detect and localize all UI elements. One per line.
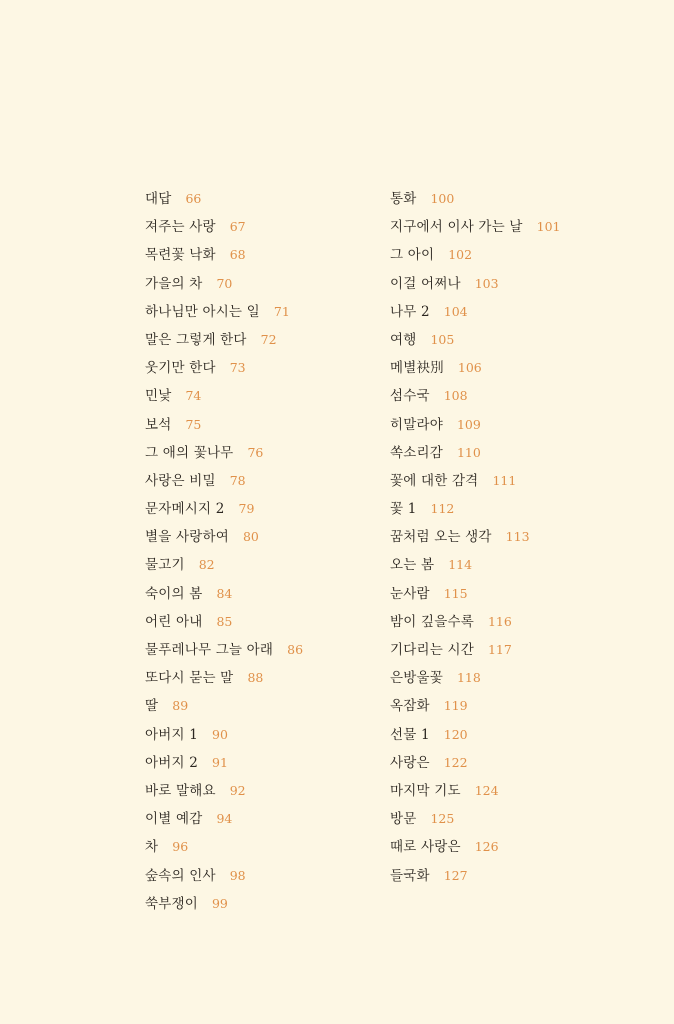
toc-entry-page-number: 88 [247, 670, 264, 686]
toc-entry-page-number: 72 [260, 331, 277, 347]
toc-entry-title: 아버지 1 [145, 726, 199, 743]
toc-entry-title: 지구에서 이사 가는 날 [390, 219, 523, 236]
toc-entry [145, 297, 303, 325]
toc-entry [390, 607, 561, 635]
toc-entry-title: 꿈처럼 오는 생각 [390, 529, 492, 546]
toc-entry-title: 어린 아내 [145, 613, 203, 630]
toc-entry-title: 말은 그렇게 한다 [145, 331, 247, 348]
toc-entry [390, 297, 561, 325]
toc-entry-page-number: 114 [448, 557, 473, 573]
toc-entry-title: 눈사람 [390, 585, 430, 602]
toc-entry-title: 문자메시지 2 [145, 501, 225, 518]
toc-entry [390, 720, 561, 748]
toc-entry [145, 381, 303, 409]
toc-entry-page-number: 122 [443, 754, 468, 770]
toc-entry [390, 663, 561, 691]
toc-entry-title: 이별 예감 [145, 811, 203, 828]
toc-entry-title: 또다시 묻는 말 [145, 670, 234, 687]
toc-entry-page-number: 111 [492, 472, 517, 488]
toc-entry-page-number: 116 [487, 613, 512, 629]
toc-entry-page-number: 75 [185, 416, 202, 432]
toc-entry-page-number: 70 [216, 275, 233, 291]
toc-entry-title: 숲속의 인사 [145, 867, 216, 884]
toc-entry-title: 대답 [145, 191, 172, 207]
toc-entry-page-number: 109 [456, 416, 481, 432]
toc-entry-page-number: 80 [242, 529, 259, 545]
toc-entry-title: 사랑은 [390, 754, 430, 771]
toc-entry [145, 438, 303, 466]
toc-entry [145, 240, 303, 268]
toc-entry-title: 숙이의 봄 [145, 585, 203, 602]
toc-entry-page-number: 99 [211, 895, 228, 911]
toc-entry-title: 쑥부쟁이 [145, 895, 198, 912]
toc-entry [145, 861, 303, 889]
toc-entry-page-number: 125 [430, 811, 455, 827]
toc-entry-page-number: 92 [229, 782, 246, 798]
toc-column-right [390, 184, 561, 889]
toc-entry [145, 550, 303, 578]
toc-entry [145, 522, 303, 550]
toc-entry-page-number: 127 [443, 867, 468, 883]
toc-entry-title: 별을 사랑하여 [145, 529, 229, 546]
toc-entry-title: 꽃 1 [390, 501, 417, 518]
toc-entry-title: 그 애의 꽃나무 [145, 444, 234, 461]
toc-entry-page-number: 94 [216, 811, 233, 827]
toc-entry [390, 325, 561, 353]
toc-entry-page-number: 110 [456, 444, 481, 460]
toc-entry [145, 804, 303, 832]
toc-entry-page-number: 103 [474, 275, 499, 291]
toc-entry-page-number: 102 [448, 247, 473, 263]
toc-entry [145, 889, 303, 917]
toc-entry-page-number: 104 [443, 303, 468, 319]
toc-entry [390, 494, 561, 522]
toc-entry [145, 663, 303, 691]
toc-entry [145, 353, 303, 381]
toc-entry [145, 579, 303, 607]
toc-entry-page-number: 108 [443, 388, 468, 404]
toc-entry-page-number: 119 [443, 698, 468, 714]
toc-entry [390, 466, 561, 494]
toc-entry [390, 804, 561, 832]
toc-entry [145, 607, 303, 635]
toc-entry-title: 민낯 [145, 388, 172, 405]
toc-entry-page-number: 126 [474, 839, 499, 855]
toc-entry-page-number: 96 [172, 839, 189, 855]
toc-entry [145, 635, 303, 663]
toc-entry [145, 212, 303, 240]
toc-entry-title: 물푸레나무 그늘 아래 [145, 642, 274, 658]
toc-entry-title: 들국화 [390, 867, 430, 884]
toc-entry-title: 오는 봄 [390, 557, 435, 574]
toc-entry [145, 691, 303, 719]
toc-entry-title: 쏙소리감 [390, 444, 443, 461]
toc-entry [390, 748, 561, 776]
toc-entry-title: 바로 말해요 [145, 782, 216, 799]
toc-entry-page-number: 91 [212, 754, 228, 770]
toc-entry-title: 섬수국 [390, 388, 430, 405]
toc-entry-page-number: 89 [172, 698, 189, 714]
toc-entry-title: 져주는 사랑 [145, 219, 216, 236]
toc-entry-page-number: 112 [430, 501, 455, 517]
toc-entry [390, 861, 561, 889]
toc-entry-page-number: 66 [185, 191, 202, 206]
toc-entry [390, 410, 561, 438]
toc-entry-title: 그 아이 [390, 247, 435, 264]
toc-entry-page-number: 67 [229, 219, 246, 235]
toc-entry-title: 목련꽃 낙화 [145, 247, 216, 264]
toc-entry [145, 325, 303, 353]
toc-entry-page-number: 74 [185, 388, 202, 404]
toc-entry-title: 방문 [390, 811, 417, 828]
toc-entry-title: 하나님만 아시는 일 [145, 303, 260, 320]
toc-entry [145, 494, 303, 522]
toc-entry-title: 마지막 기도 [390, 782, 461, 799]
toc-entry-title: 딸 [145, 698, 159, 715]
toc-entry [390, 184, 561, 212]
toc-entry [390, 212, 561, 240]
toc-entry [145, 184, 303, 212]
toc-entry-page-number: 79 [238, 501, 255, 517]
toc-entry [390, 240, 561, 268]
toc-entry-page-number: 105 [430, 331, 455, 347]
toc-entry-page-number: 117 [487, 642, 512, 657]
toc-entry-title: 밤이 깊을수록 [390, 613, 474, 630]
toc-entry-page-number: 120 [443, 726, 468, 742]
toc-entry [145, 720, 303, 748]
toc-entry-page-number: 100 [430, 191, 455, 206]
toc-entry [390, 438, 561, 466]
toc-entry-page-number: 90 [212, 726, 228, 742]
toc-entry-title: 차 [145, 839, 159, 856]
toc-entry [390, 635, 561, 663]
toc-entry [390, 522, 561, 550]
toc-entry-page-number: 106 [457, 360, 482, 376]
toc-entry-page-number: 115 [443, 585, 468, 601]
toc-entry-title: 히말라야 [390, 416, 443, 433]
toc-entry-page-number: 82 [198, 557, 215, 573]
toc-entry-page-number: 84 [216, 585, 233, 601]
toc-entry [390, 550, 561, 578]
toc-entry-title: 메별袂別 [390, 360, 444, 377]
toc-entry-page-number: 101 [536, 219, 561, 235]
toc-entry [390, 353, 561, 381]
toc-entry-page-number: 78 [229, 472, 246, 488]
toc-entry-title: 사랑은 비밀 [145, 472, 216, 489]
toc-entry-title: 때로 사랑은 [390, 839, 461, 856]
toc-entry-title: 은방울꽃 [390, 670, 443, 687]
toc-entry-page-number: 124 [474, 782, 499, 798]
toc-entry [390, 691, 561, 719]
toc-entry-page-number: 85 [216, 613, 233, 629]
toc-entry-page-number: 86 [287, 642, 304, 657]
toc-entry [390, 269, 561, 297]
toc-entry-title: 아버지 2 [145, 754, 199, 771]
toc-entry [390, 381, 561, 409]
toc-entry-page-number: 113 [505, 529, 530, 545]
toc-entry-title: 나무 2 [390, 303, 430, 320]
toc-entry-title: 이걸 어쩌나 [390, 275, 461, 292]
toc-entry-page-number: 98 [229, 867, 246, 883]
toc-entry [145, 776, 303, 804]
toc-entry [145, 832, 303, 860]
toc-column-left [145, 184, 303, 917]
toc-entry-title: 통화 [390, 191, 417, 207]
toc-entry [390, 832, 561, 860]
toc-entry [390, 579, 561, 607]
toc-entry [145, 269, 303, 297]
toc-entry-page-number: 71 [273, 303, 290, 319]
toc-entry-title: 기다리는 시간 [390, 642, 474, 658]
toc-entry [145, 410, 303, 438]
toc-entry-page-number: 73 [229, 360, 246, 376]
toc-entry-page-number: 68 [229, 247, 246, 263]
toc-entry-page-number: 118 [456, 670, 481, 686]
toc-entry [145, 466, 303, 494]
toc-entry-title: 보석 [145, 416, 172, 433]
toc-entry-title: 옥잠화 [390, 698, 430, 715]
toc-entry-title: 웃기만 한다 [145, 360, 216, 377]
toc-entry-page-number: 76 [247, 444, 264, 460]
toc-entry [145, 748, 303, 776]
toc-entry-title: 물고기 [145, 557, 185, 574]
toc-entry-title: 여행 [390, 331, 417, 348]
toc-entry [390, 776, 561, 804]
toc-entry-title: 가을의 차 [145, 275, 203, 292]
toc-entry-title: 선물 1 [390, 726, 430, 743]
toc-entry-title: 꽃에 대한 감격 [390, 472, 479, 489]
